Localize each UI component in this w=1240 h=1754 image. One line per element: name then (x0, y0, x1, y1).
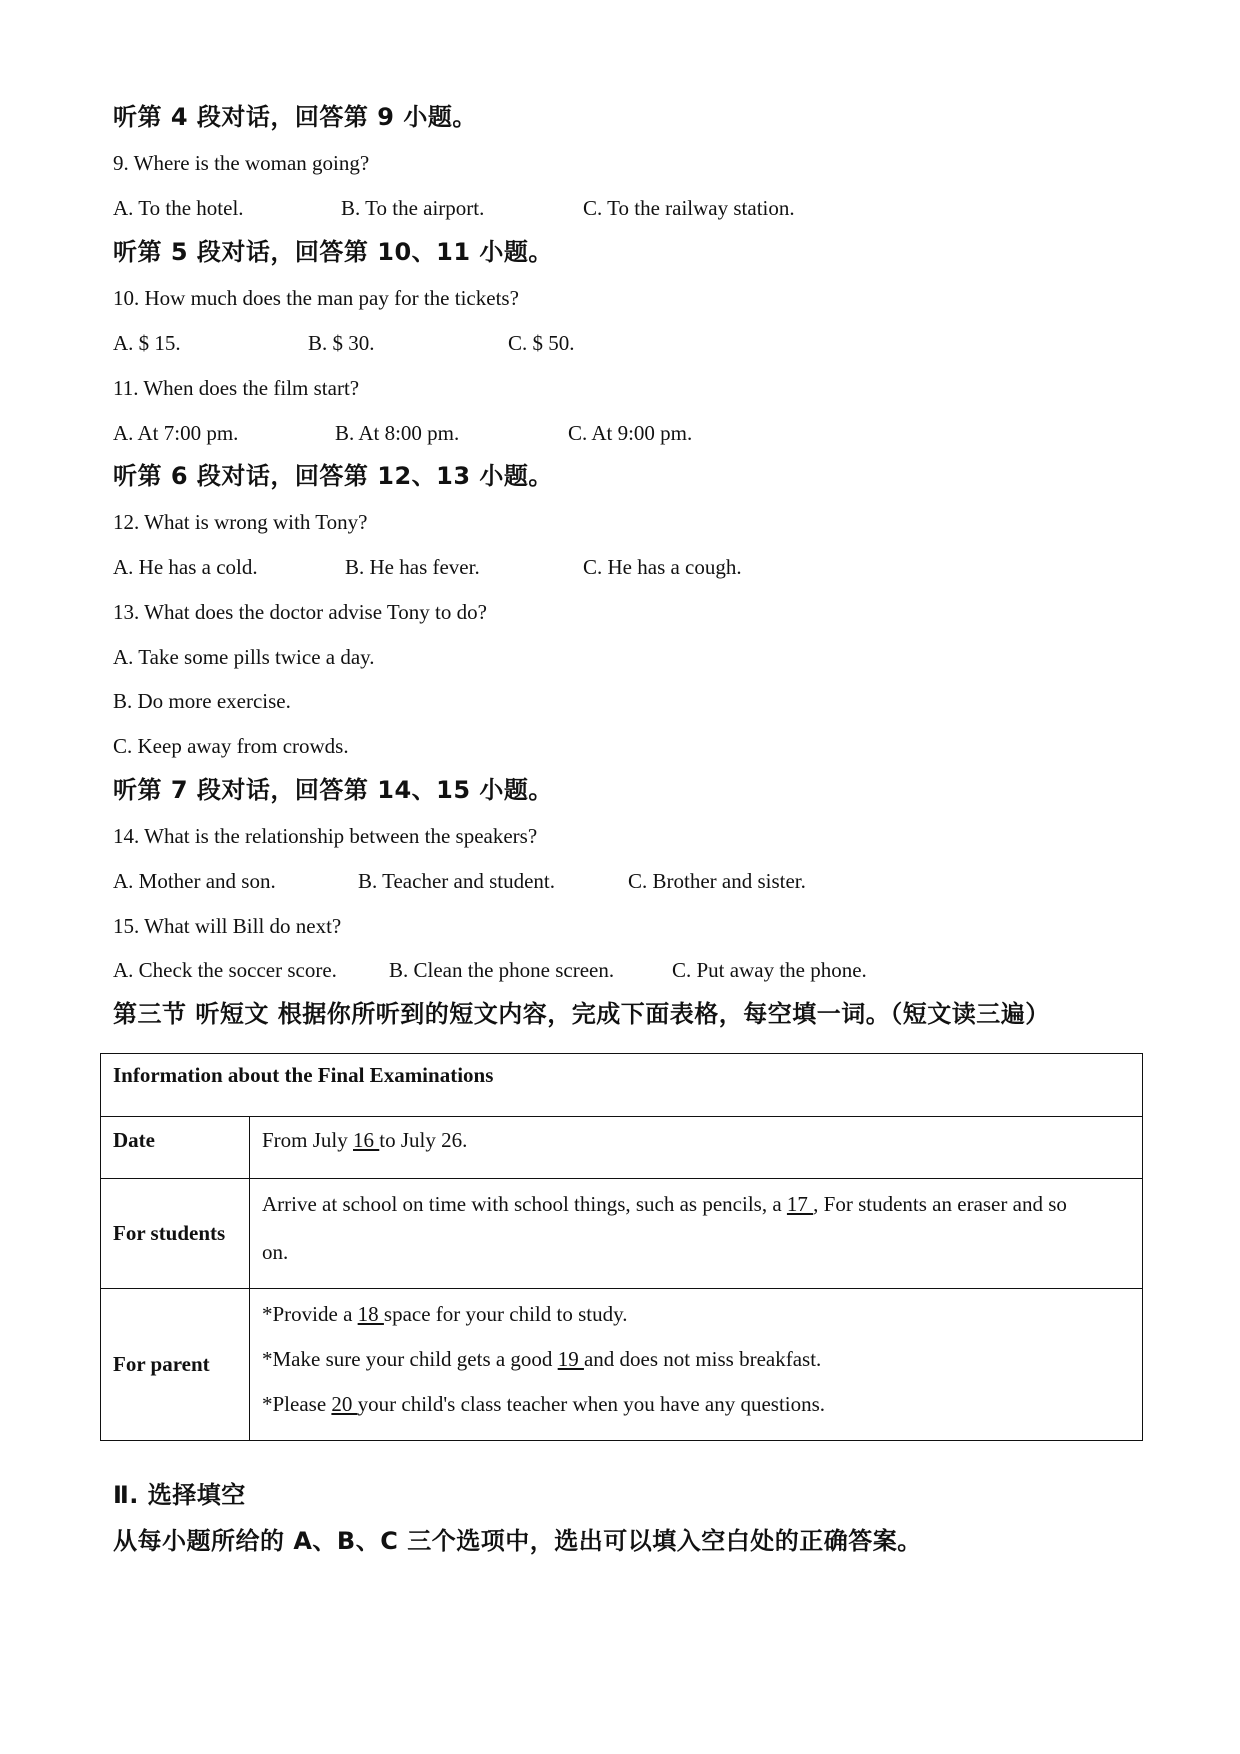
option-a: A. He has a cold. (113, 555, 258, 579)
parent-l2-post: and does not miss breakfast. (583, 1347, 822, 1371)
question-11: 11. When does the film start? (113, 376, 360, 400)
blank-16: 16 (353, 1128, 380, 1152)
option-a: A. To the hotel. (113, 196, 244, 220)
blank-18: 18 (357, 1302, 384, 1326)
parent-line-3 (262, 1389, 1130, 1419)
question-9: 9. Where is the woman going? (113, 151, 370, 175)
option-b: B. He has fever. (345, 555, 480, 579)
option-c: C. To the railway station. (583, 196, 795, 220)
section-heading-4: 听第 4 段对话，回答第 9 小题。 (113, 103, 477, 131)
date-post: to July 26. (379, 1128, 468, 1152)
option-b: B. At 8:00 pm. (335, 421, 460, 445)
question-15: 15. What will Bill do next? (113, 914, 342, 938)
option-b: B. To the airport. (341, 196, 485, 220)
parent-line-1 (262, 1299, 1130, 1329)
option-b: B. Clean the phone screen. (389, 958, 615, 982)
section-heading-6: 听第 6 段对话，回答第 12、13 小题。 (113, 462, 553, 490)
students-post: , For students an eraser and so (813, 1192, 1067, 1216)
label-parent: For parent (101, 1289, 250, 1441)
date-pre: From July (262, 1128, 354, 1152)
option-b: B. Teacher and student. (358, 869, 555, 893)
section-heading-7: 听第 7 段对话，回答第 14、15 小题。 (113, 776, 553, 804)
table-title: Information about the Final Examinations (101, 1054, 1143, 1117)
students-line2: on. (262, 1240, 289, 1264)
table-row-students (101, 1179, 1143, 1289)
parent-l1-pre: *Provide a (262, 1302, 358, 1326)
option-b: B. $ 30. (308, 331, 375, 355)
parent-l3-post: your child's class teacher when you have any questions. (357, 1392, 826, 1416)
blank-17: 17 (786, 1192, 814, 1216)
table-row-date (101, 1117, 1143, 1179)
info-table (100, 1053, 1143, 1441)
part2-instruction: 从每小题所给的 A、B、C 三个选项中，选出可以填入空白处的正确答案。 (113, 1527, 922, 1555)
option-a: A. $ 15. (113, 331, 181, 355)
table-row-parent (101, 1289, 1143, 1441)
option-c: C. Brother and sister. (628, 869, 806, 893)
part3-heading: 第三节 听短文 根据你所听到的短文内容，完成下面表格，每空填一词。（短文读三遍） (113, 1000, 1050, 1028)
option-a: A. Check the soccer score. (113, 958, 337, 982)
cell-parent (250, 1289, 1143, 1441)
blank-19: 19 (557, 1347, 584, 1371)
cell-date (250, 1117, 1143, 1179)
label-students: For students (101, 1179, 250, 1289)
question-12: 12. What is wrong with Tony? (113, 510, 368, 534)
option-c: C. At 9:00 pm. (568, 421, 693, 445)
question-14: 14. What is the relationship between the speakers? (113, 824, 538, 848)
table-title-row (101, 1054, 1143, 1117)
parent-l3-pre: *Please (262, 1392, 332, 1416)
question-13-option-c: C. Keep away from crowds. (113, 734, 349, 758)
section-heading-5: 听第 5 段对话，回答第 10、11 小题。 (113, 238, 553, 266)
option-c: C. $ 50. (508, 331, 575, 355)
label-date: Date (101, 1117, 250, 1179)
question-13-option-b: B. Do more exercise. (113, 689, 291, 713)
parent-l2-pre: *Make sure your child gets a good (262, 1347, 558, 1371)
part2-heading: Ⅱ. 选择填空 (113, 1481, 246, 1509)
blank-20: 20 (331, 1392, 358, 1416)
parent-l1-post: space for your child to study. (383, 1302, 628, 1326)
option-a: A. Mother and son. (113, 869, 276, 893)
cell-students (250, 1179, 1143, 1289)
option-c: C. He has a cough. (583, 555, 742, 579)
option-a: A. At 7:00 pm. (113, 421, 239, 445)
students-pre: Arrive at school on time with school things, such as pencils, a (262, 1192, 787, 1216)
question-13-option-a: A. Take some pills twice a day. (113, 645, 375, 669)
question-10: 10. How much does the man pay for the tickets? (113, 286, 519, 310)
parent-line-2 (262, 1344, 1130, 1374)
option-c: C. Put away the phone. (672, 958, 867, 982)
question-13: 13. What does the doctor advise Tony to do? (113, 600, 487, 624)
